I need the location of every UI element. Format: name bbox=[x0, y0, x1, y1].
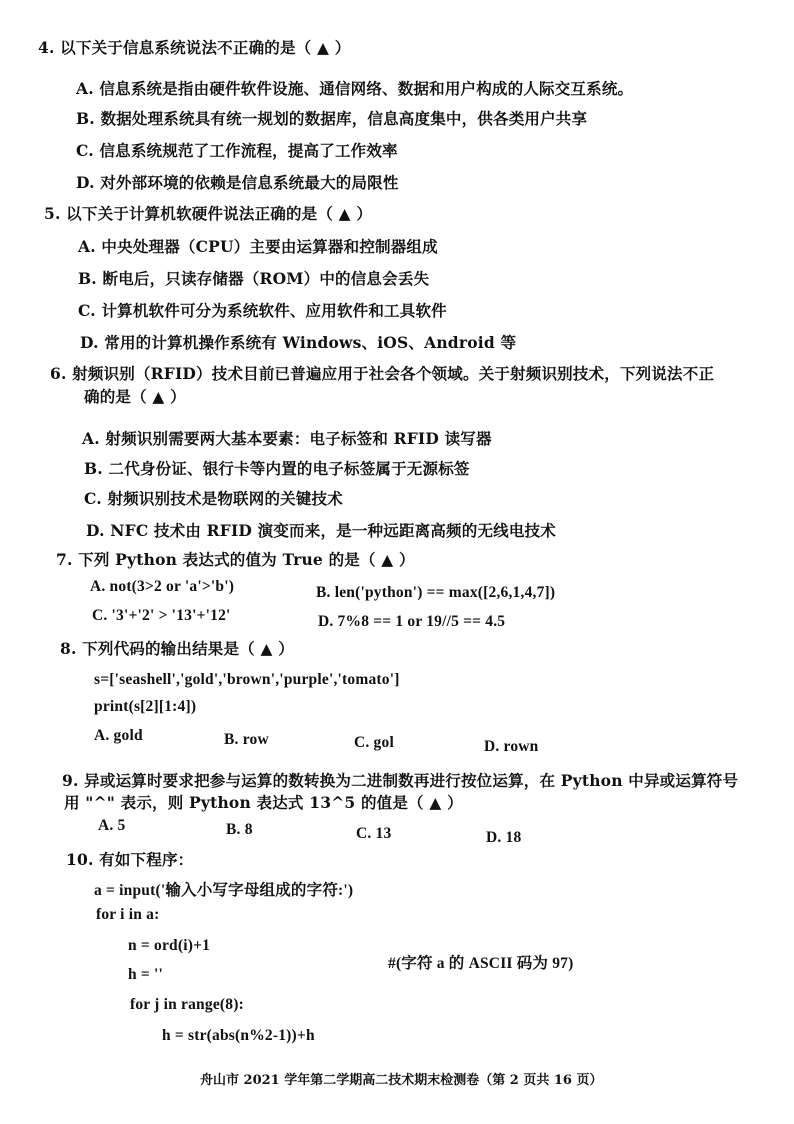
q7-option-d: D. 7%8 == 1 or 19//5 == 4.5 bbox=[318, 613, 506, 630]
q8-stem: 8. 下列代码的输出结果是（ ▲ ） bbox=[60, 639, 294, 658]
q8-option-c: C. gol bbox=[354, 734, 394, 751]
q5-option-d: D. 常用的计算机操作系统有 Windows、iOS、Android 等 bbox=[80, 333, 517, 352]
q6-stem-line1: 6. 射频识别（RFID）技术目前已普遍应用于社会各个领域。关于射频识别技术，下列说法不正 bbox=[50, 364, 715, 383]
q8-code-line2: print(s[2][1:4]) bbox=[94, 698, 197, 715]
q5-option-b: B. 断电后，只读存储器（ROM）中的信息会丢失 bbox=[78, 269, 430, 288]
q4-stem: 4. 以下关于信息系统说法不正确的是（ ▲ ） bbox=[38, 38, 351, 57]
q7-option-c: C. '3'+'2' > '13'+'12' bbox=[92, 607, 231, 624]
q6-option-b: B. 二代身份证、银行卡等内置的电子标签属于无源标签 bbox=[84, 459, 470, 478]
q9-option-a: A. 5 bbox=[98, 817, 126, 834]
q4-option-a: A. 信息系统是指由硬件软件设施、通信网络、数据和用户构成的人际交互系统。 bbox=[76, 79, 634, 98]
q8-code-line1: s=['seashell','gold','brown','purple','tomato'] bbox=[94, 671, 400, 688]
page-footer: 舟山市 2021 学年第二学期高二技术期末检测卷（第 2 页共 16 页） bbox=[200, 1073, 603, 1088]
q4-option-b: B. 数据处理系统具有统一规划的数据库，信息高度集中，供各类用户共享 bbox=[76, 109, 588, 128]
q6-option-a: A. 射频识别需要两大基本要素：电子标签和 RFID 读写器 bbox=[82, 429, 492, 448]
q10-code-line5: for j in range(8): bbox=[130, 996, 244, 1013]
q10-code-line2: for i in a: bbox=[96, 906, 160, 923]
q9-stem-line1: 9. 异或运算时要求把参与运算的数转换为二进制数再进行按位运算，在 Python 中异或运算符号 bbox=[62, 771, 739, 790]
q5-option-a: A. 中央处理器（CPU）主要由运算器和控制器组成 bbox=[78, 237, 438, 256]
q4-option-c: C. 信息系统规范了工作流程，提高了工作效率 bbox=[76, 141, 398, 160]
q9-stem-line2: 用 "^" 表示，则 Python 表达式 13^5 的值是（ ▲ ） bbox=[64, 793, 463, 812]
q10-code-line4: h = '' bbox=[128, 966, 164, 983]
q10-code-line6: h = str(abs(n%2-1))+h bbox=[162, 1027, 315, 1044]
q8-option-b: B. row bbox=[224, 731, 269, 748]
q9-option-c: C. 13 bbox=[356, 825, 392, 842]
q9-option-d: D. 18 bbox=[486, 829, 522, 846]
q6-option-c: C. 射频识别技术是物联网的关键技术 bbox=[84, 489, 343, 508]
q10-stem: 10. 有如下程序： bbox=[66, 850, 194, 869]
q9-option-b: B. 8 bbox=[226, 821, 253, 838]
q7-option-a: A. not(3>2 or 'a'>'b') bbox=[90, 578, 235, 595]
q10-code-line1: a = input('输入小写字母组成的字符:') bbox=[94, 882, 354, 899]
q6-stem-line2: 确的是（ ▲ ） bbox=[84, 387, 186, 406]
q8-option-a: A. gold bbox=[94, 727, 143, 744]
q7-stem: 7. 下列 Python 表达式的值为 True 的是（ ▲ ） bbox=[56, 550, 415, 569]
q5-option-c: C. 计算机软件可分为系统软件、应用软件和工具软件 bbox=[78, 301, 447, 320]
q4-option-d: D. 对外部环境的依赖是信息系统最大的局限性 bbox=[76, 173, 399, 192]
q10-code-line3: n = ord(i)+1 bbox=[128, 937, 211, 954]
q10-comment: #(字符 a 的 ASCII 码为 97) bbox=[388, 955, 574, 972]
q7-option-b: B. len('python') == max([2,6,1,4,7]) bbox=[316, 584, 556, 601]
q8-option-d: D. rown bbox=[484, 738, 539, 755]
q5-stem: 5. 以下关于计算机软硬件说法正确的是（ ▲ ） bbox=[44, 204, 373, 223]
q6-option-d: D. NFC 技术由 RFID 演变而来，是一种远距离高频的无线电技术 bbox=[86, 521, 556, 540]
